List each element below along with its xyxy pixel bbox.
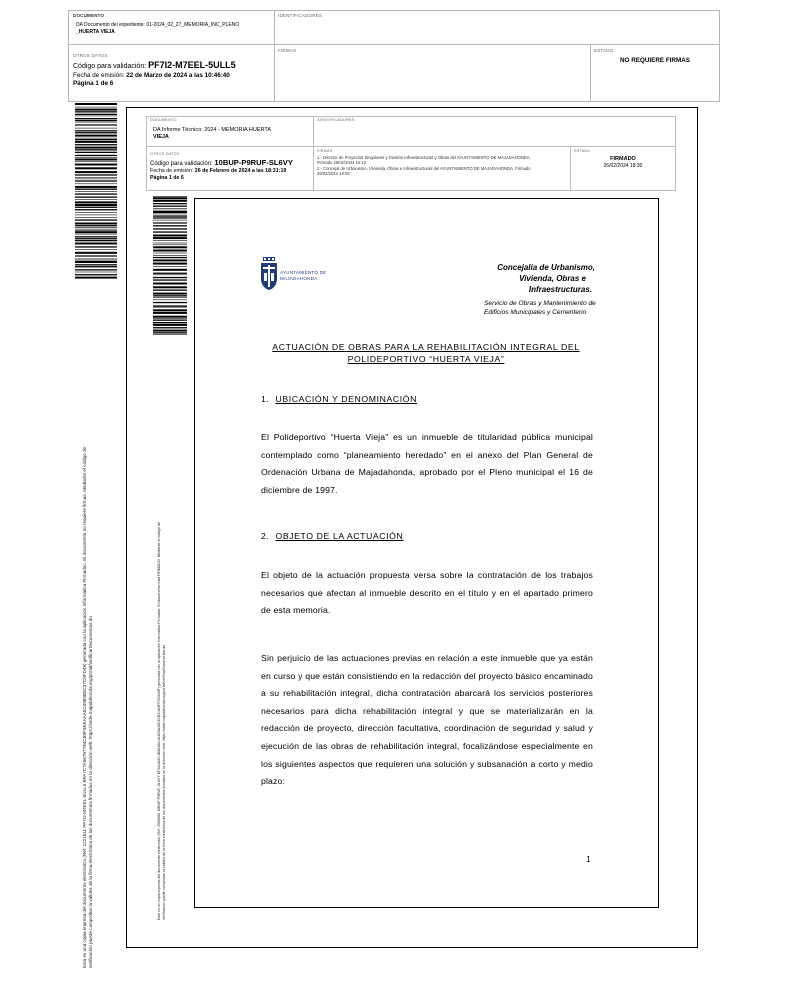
barcode-bar [75,132,117,133]
outer-barcode [75,103,117,279]
barcode-bar [75,179,117,180]
barcode-bar [75,234,117,235]
barcode-bar [153,309,187,311]
inner-firmas-list [317,155,531,176]
barcode-bar [153,196,187,197]
barcode-bar [153,245,187,246]
inner-firma1-line2: Firmado 26/02/2024 15:12 [317,160,367,166]
outer-side-text-line2: verificación puede comprobar la validez de la firma electrónica de los documentos firmados en la dirección web: https://sede.majadahonda.org/portal/verificarDocumentos.do [88,616,93,968]
barcode-bar [75,149,117,150]
outer-estado-label: ESTADO [594,48,614,53]
barcode-bar [75,201,117,203]
document-title [240,341,612,365]
dept-line2: Vivienda, Obras e [519,274,586,283]
barcode-bar [75,164,117,166]
barcode-bar [75,157,117,158]
barcode-bar [75,116,117,117]
barcode-bar [75,259,117,260]
barcode-bar [153,283,187,285]
barcode-bar [153,215,187,216]
barcode-bar [75,231,117,233]
barcode-bar [75,193,117,194]
barcode-bar [75,159,117,161]
barcode-bar [153,235,187,237]
outer-codigo-value: PF7I2-M7EEL-5ULL5 [148,60,236,70]
inner-fecha-prefix: Fecha de emisión: [150,168,194,174]
barcode-bar [75,118,117,119]
barcode-bar [153,318,187,319]
barcode-bar [75,171,117,173]
service-line1: Servicio de Obras y Mantenimiento de [484,300,596,307]
barcode-bar [75,109,117,111]
barcode-bar [75,249,117,250]
barcode-bar [75,225,117,226]
department-block [470,262,595,295]
outer-fecha [73,72,230,79]
barcode-bar [75,277,117,279]
barcode-bar [75,124,117,125]
service-block [484,299,596,317]
barcode-bar [75,177,117,178]
section2-number: 2. [261,531,270,541]
barcode-bar [75,147,117,149]
barcode-bar [153,237,187,239]
barcode-bar [75,215,117,216]
barcode-bar [153,269,187,271]
barcode-bar [75,261,117,263]
barcode-bar [153,302,187,303]
barcode-bar [153,243,187,244]
barcode-bar [75,260,117,261]
barcode-bar [153,324,187,326]
section1-title: UBICACIÓN Y DENOMINACIÓN [275,394,417,404]
barcode-bar [75,204,117,206]
inner-firma2-line2: 26/02/2024 18:03 [317,170,350,176]
inner-barcode [153,196,187,336]
inner-codigo [150,158,293,167]
barcode-bar [153,286,187,288]
section2-paragraph1: El objeto de la actuación propuesta versa sobre la contratación de los trabajos necesarios que afectan al inmueble descrito en el título y en el apartado primero de esta memoria. [261,570,593,616]
inner-firma2-line1: 2.- Concejal de Urbanismo, Vivienda, Obras e Infraestructuras del AYUNTAMIENTO DE MAJADAHONDA. Firmado [317,165,531,171]
barcode-bar [153,203,187,204]
page-number: 1 [586,854,591,864]
barcode-bar [153,217,187,218]
barcode-bar [75,122,117,123]
barcode-bar [153,330,187,332]
barcode-bar [153,253,187,254]
barcode-bar [75,128,117,129]
barcode-bar [75,135,117,137]
inner-estado-date: 26/02/2024 18:30 [603,163,643,169]
outer-side-text-line1: Esta es una copia impresa del documento electrónico (Ref: 2221611 PF7I2-M7EEL-5ULL5 BFA7C7A56797794CB9F3EEAAA5C0983B5C37C8FD49) generada con la aplicación informática Firmadoc. El documento no requiere firmas. Mediante el código de [82,446,87,968]
outer-fecha-prefix: Fecha de emisión: [73,72,125,79]
logo-text [280,270,326,282]
barcode-bar [153,200,187,202]
barcode-bar [75,184,117,185]
barcode-bar [75,130,117,131]
barcode-bar [153,259,187,261]
barcode-bar [75,120,117,121]
barcode-bar [153,273,187,274]
inner-documento-value [153,127,271,141]
barcode-bar [75,152,117,153]
barcode-bar [75,197,117,198]
barcode-bar [153,246,187,248]
coat-of-arms-icon [259,257,279,291]
inner-side-text-line2: verificación puede comprobar la validez de la firma electrónica de los documentos firmados en la dirección web: https://sede.majadahonda.org/portal/verificarDocumentos.do [162,644,166,920]
barcode-bar [75,138,117,139]
inner-fecha [150,168,286,174]
barcode-bar [153,240,187,241]
barcode-bar [75,240,117,241]
barcode-bar [75,255,117,256]
barcode-bar [75,207,117,208]
inner-firmas-label: FIRMAS [317,149,333,153]
barcode-bar [153,206,187,207]
barcode-bar [153,320,187,321]
section2-paragraph2: Sin perjuicio de las actuaciones previas en relación a este inmueble que ya están en curso y que están consistiendo en la redacción del proyecto básico encaminado a su rehabilitación integral, dicha contratación abarcará los servicios posteriores necesarios para dicha rehabilitación integral y que se materializarán en la redacción de proyecto, dirección facultativa, coordinación de seguridad y salud y ejecución de las obras de rehabilitación integral, focalizándose especialmente en los siguientes aspectos que requieren una solución y subsanación a corto y medio plazo: [261,653,593,787]
dept-line3: Infraestructuras. [528,285,592,294]
barcode-bar [75,174,117,175]
barcode-bar [153,197,187,199]
outer-codigo [73,60,236,70]
barcode-bar [153,322,187,323]
outer-codigo-prefix: Código para validación: [73,63,147,70]
outer-identificadores-label: IDENTIFICADORES [278,13,323,18]
barcode-bar [75,189,117,190]
municipal-logo [259,257,329,291]
barcode-bar [75,274,117,275]
barcode-bar [153,263,187,265]
outer-fecha-value: 22 de Marzo de 2024 a las 10:46:40 [126,72,230,79]
section2-title: OBJETO DE LA ACTUACIÓN [275,531,404,541]
barcode-bar [75,264,117,265]
barcode-bar [75,114,117,115]
barcode-bar [153,208,187,209]
outer-side-text [82,447,94,968]
outer-documento-line1: DA Documento del expediente: 01-2024_02_27_MEMORIA_INC_PLENO [76,22,240,28]
section1-number: 1. [261,394,270,404]
section2-heading [261,531,403,541]
barcode-bar [153,255,187,256]
barcode-bar [153,295,187,296]
barcode-bar [75,236,117,237]
inner-documento-line1: DA Informe Técnico: 2024 - MEMORIA HUERTA [153,127,271,133]
barcode-bar [75,161,117,162]
inner-header-vdivider-1 [313,116,314,191]
barcode-bar [75,272,117,273]
barcode-bar [75,155,117,156]
outer-otros-datos-label: OTROS DATOS [73,53,108,58]
barcode-bar [75,266,117,267]
barcode-bar [75,212,117,213]
section1-paragraph: El Polideportivo “Huerta Vieja” es un inmueble de titularidad pública municipal contemplado como “planeamiento heredado” en el anexo del Plan General de Ordenación Urbana de Majadahonda, aprobado por el Pleno municipal el 16 de diciembre de 1997. [261,432,593,495]
inner-side-text [157,522,167,920]
outer-documento-line2: _HUERTA VIEJA [76,29,115,35]
barcode-bar [75,141,117,143]
barcode-bar [153,266,187,267]
barcode-bar [75,139,117,140]
barcode-bar [153,231,187,232]
outer-firmas-label: FIRMAS [278,48,297,53]
outer-pagina: Página 1 de 6 [73,80,114,87]
barcode-bar [153,225,187,226]
barcode-bar [153,279,187,280]
outer-header-vdivider-1 [274,10,275,102]
outer-documento-value [76,22,239,36]
barcode-bar [153,316,187,318]
barcode-bar [153,327,187,328]
inner-documento-line2: VIEJA [153,134,169,140]
logo-text-line1: AYUNTAMIENTO DE [280,270,327,275]
inner-codigo-prefix: Código para validación: [150,161,213,167]
barcode-bar [75,256,117,257]
inner-header-vdivider-2 [570,146,571,191]
dept-line1: Concejalía de Urbanismo, [497,263,595,272]
logo-text-line2: MAJADAHONDA [280,276,318,281]
outer-header-vdivider-2 [590,44,591,102]
barcode-bar [75,103,117,105]
inner-documento-label: DOCUMENTO [150,118,177,122]
document-title-line2: POLIDEPORTIVO “HUERTA VIEJA” [347,354,505,364]
outer-header-divider [68,44,720,45]
barcode-bar [75,252,117,254]
barcode-bar [75,223,117,225]
barcode-bar [153,306,187,307]
barcode-bar [75,243,117,245]
section1-heading [261,394,417,404]
barcode-bar [153,228,187,229]
barcode-bar [153,297,187,298]
barcode-bar [75,238,117,239]
barcode-bar [75,217,117,218]
barcode-bar [75,246,117,247]
inner-codigo-value: 10BUP-P9RUF-SL6VY [214,158,293,167]
inner-identificadores-label: IDENTIFICADORES [317,118,355,122]
document-title-line1: ACTUACIÓN DE OBRAS PARA LA REHABILITACIÓN INTEGRAL DEL [272,342,580,352]
barcode-bar [153,312,187,314]
barcode-bar [75,107,117,108]
barcode-bar [75,209,117,210]
barcode-bar [75,191,117,192]
barcode-bar [153,220,187,221]
barcode-bar [153,211,187,213]
barcode-bar [75,199,117,200]
barcode-bar [75,229,117,230]
barcode-bar [75,269,117,270]
barcode-bar [75,227,117,228]
service-line2: Edificios Municipales y Cementerio [484,309,587,316]
barcode-bar [75,230,117,231]
inner-otros-datos-label: OTROS DATOS [150,152,180,156]
barcode-bar [153,334,187,335]
barcode-bar [153,290,187,291]
barcode-bar [153,300,187,301]
barcode-bar [153,257,187,258]
inner-estado-value: FIRMADO [610,156,636,162]
barcode-bar [75,111,117,112]
barcode-bar [75,219,117,220]
inner-side-text-line1: Este es un copia impresa del documento electrónico (Ref: 2050680 10BUP-P9RUF-SL6VY EF2A4A9C4B681AC4A1E8A40DC0E14A9FF3C0A6F) generada con la aplicación informática Firmadoc. El documento está FIRMADO. Mediante el código de [157,522,161,920]
barcode-bar [75,186,117,188]
barcode-bar [153,293,187,295]
barcode-bar [153,275,187,276]
barcode-bar [153,210,187,211]
barcode-bar [75,180,117,181]
barcode-bar [153,277,187,278]
outer-estado-value: NO REQUIERE FIRMAS [620,57,690,64]
barcode-bar [153,305,187,306]
barcode-bar [75,167,117,169]
barcode-bar [153,222,187,223]
inner-header-divider [146,146,676,147]
barcode-bar [75,144,117,145]
barcode-bar [153,332,187,333]
inner-estado-label: ESTADO [574,149,591,153]
barcode-bar [153,214,187,215]
inner-pagina: Página 1 de 6 [150,175,184,181]
inner-fecha-value: 26 de Febrero de 2024 a las 18:31:19 [194,168,287,174]
barcode-bar [75,125,117,126]
barcode-bar [153,223,187,224]
inner-firma1-line1: 1.- Director de Proyectos Singulares y Gestión Infraestructuras y Obras del AYUNTAMIENTO DE MAJADAHONDA. [317,155,531,160]
barcode-bar [153,250,187,252]
outer-documento-label: DOCUMENTO [73,13,105,18]
